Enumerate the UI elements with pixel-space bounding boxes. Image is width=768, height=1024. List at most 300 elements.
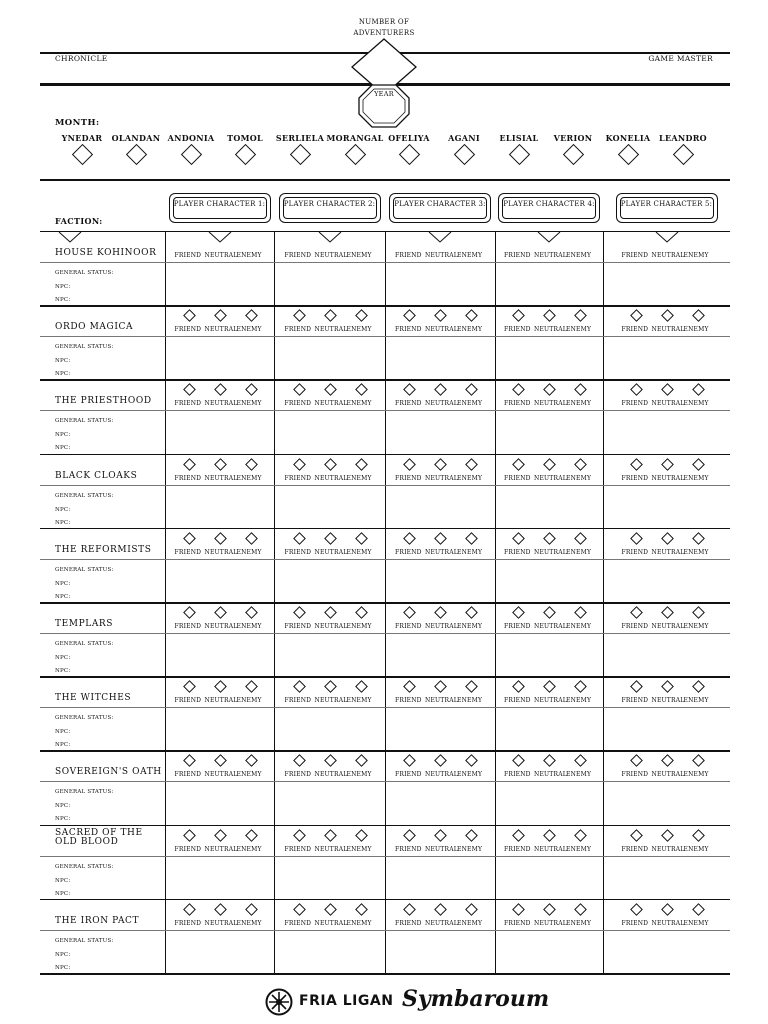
faction-subrule xyxy=(40,262,730,263)
standing-checkbox[interactable] xyxy=(574,309,587,322)
standing-checkbox[interactable] xyxy=(214,606,227,619)
standing-option-enemy: ENEMY xyxy=(683,919,709,927)
standing-checkbox[interactable] xyxy=(465,829,478,842)
standing-checkbox[interactable] xyxy=(512,309,525,322)
standing-checkbox[interactable] xyxy=(661,606,674,619)
month-checkbox[interactable] xyxy=(289,144,310,165)
standing-option-neutral: NEUTRAL xyxy=(204,623,238,630)
standing-checkbox[interactable] xyxy=(692,903,705,916)
standing-checkbox[interactable] xyxy=(183,903,196,916)
standing-option-neutral: NEUTRAL xyxy=(425,548,458,556)
npc-label: NPC: xyxy=(55,445,71,452)
standing-option-friend: FRIEND xyxy=(395,252,422,259)
standing-option-neutral: NEUTRAL xyxy=(425,623,458,630)
chevron-down-icon xyxy=(208,231,232,243)
standing-checkbox[interactable] xyxy=(355,532,368,545)
standing-option-neutral: NEUTRAL xyxy=(314,252,348,259)
standing-option-friend: FRIEND xyxy=(395,326,422,334)
standing-checkbox[interactable] xyxy=(434,532,447,545)
standing-option-enemy: ENEMY xyxy=(566,400,592,408)
standing-checkbox[interactable] xyxy=(434,309,447,322)
month-label-text: SERLIELA xyxy=(275,133,325,143)
standing-option-neutral: NEUTRAL xyxy=(425,474,458,482)
month-label-text: TOMOL xyxy=(227,133,263,143)
standing-option-neutral: NEUTRAL xyxy=(425,771,458,779)
standing-checkbox[interactable] xyxy=(574,606,587,619)
standing-option-neutral: NEUTRAL xyxy=(534,400,567,408)
standing-checkbox[interactable] xyxy=(692,680,705,693)
standing-checkbox[interactable] xyxy=(692,384,705,397)
standing-option-friend: FRIEND xyxy=(621,400,649,408)
standing-checkbox[interactable] xyxy=(692,829,705,842)
standing-checkbox[interactable] xyxy=(630,384,643,397)
standing-checkbox[interactable] xyxy=(355,384,368,397)
standing-checkbox[interactable] xyxy=(543,606,556,619)
standing-checkbox[interactable] xyxy=(245,680,258,693)
standing-checkbox[interactable] xyxy=(245,903,258,916)
standing-option-friend: FRIEND xyxy=(284,326,312,334)
standing-checkbox[interactable] xyxy=(324,829,337,842)
standing-checkbox[interactable] xyxy=(183,458,196,471)
chevron-down-icon xyxy=(58,231,82,243)
standing-option-neutral: NEUTRAL xyxy=(204,400,238,408)
standing-checkbox[interactable] xyxy=(293,829,306,842)
standing-checkbox[interactable] xyxy=(574,384,587,397)
standing-option-neutral: NEUTRAL xyxy=(204,845,238,853)
standing-checkbox[interactable] xyxy=(661,829,674,842)
faction-name: SOVEREIGN'S OATH xyxy=(55,767,162,778)
standing-checkbox[interactable] xyxy=(574,903,587,916)
standing-option-friend: FRIEND xyxy=(621,623,649,630)
faction-name: HOUSE KOHINOOR xyxy=(55,248,157,258)
standing-option-enemy: ENEMY xyxy=(683,400,709,408)
faction-subrule xyxy=(40,930,730,931)
standing-option-enemy: ENEMY xyxy=(683,252,709,259)
standing-checkbox[interactable] xyxy=(214,680,227,693)
column-divider xyxy=(165,231,166,973)
standing-checkbox[interactable] xyxy=(574,755,587,768)
standing-checkbox[interactable] xyxy=(630,532,643,545)
standing-option-friend: FRIEND xyxy=(504,252,531,259)
publisher-name: FRIA LIGAN xyxy=(299,993,394,1009)
standing-checkbox[interactable] xyxy=(465,309,478,322)
general-status-label: GENERAL STATUS: xyxy=(55,418,114,425)
general-status-label: GENERAL STATUS: xyxy=(55,863,114,870)
standing-checkbox[interactable] xyxy=(245,309,258,322)
standing-option-friend: FRIEND xyxy=(174,252,202,259)
standing-option-neutral: NEUTRAL xyxy=(314,548,348,556)
standing-option-neutral: NEUTRAL xyxy=(534,548,567,556)
column-divider xyxy=(495,231,496,973)
standing-option-neutral: NEUTRAL xyxy=(204,697,238,705)
standing-checkbox[interactable] xyxy=(465,458,478,471)
standing-option-enemy: ENEMY xyxy=(346,474,372,482)
standing-option-neutral: NEUTRAL xyxy=(651,400,685,408)
standing-option-neutral: NEUTRAL xyxy=(534,623,567,630)
standing-checkbox[interactable] xyxy=(512,458,525,471)
standing-checkbox[interactable] xyxy=(692,458,705,471)
npc-label: NPC: xyxy=(55,803,71,810)
standing-checkbox[interactable] xyxy=(403,532,416,545)
standing-checkbox[interactable] xyxy=(324,903,337,916)
standing-checkbox[interactable] xyxy=(293,755,306,768)
standing-option-neutral: NEUTRAL xyxy=(534,326,567,334)
standing-checkbox[interactable] xyxy=(574,458,587,471)
faction-subrule xyxy=(40,336,730,337)
standing-option-enemy: ENEMY xyxy=(236,326,262,334)
npc-label: NPC: xyxy=(55,519,71,526)
standing-option-friend: FRIEND xyxy=(504,474,531,482)
month-label-text: ANDONIA xyxy=(167,133,215,143)
standing-checkbox[interactable] xyxy=(661,755,674,768)
standing-option-friend: FRIEND xyxy=(284,919,312,927)
faction-name: TEMPLARS xyxy=(55,619,114,629)
month-checkbox[interactable] xyxy=(180,144,201,165)
player-character-label: PLAYER CHARACTER 1: xyxy=(173,197,267,219)
player-character-box[interactable] xyxy=(169,193,271,223)
faction-name-line1: SACRED OF THE xyxy=(55,827,143,838)
standing-checkbox[interactable] xyxy=(574,829,587,842)
standing-checkbox[interactable] xyxy=(661,309,674,322)
standing-option-friend: FRIEND xyxy=(174,919,202,927)
npc-label: NPC: xyxy=(55,964,71,971)
standing-checkbox[interactable] xyxy=(434,903,447,916)
standing-option-friend: FRIEND xyxy=(395,771,422,779)
standing-checkbox[interactable] xyxy=(293,606,306,619)
month-label: MONTH: xyxy=(55,118,100,128)
standing-option-friend: FRIEND xyxy=(174,400,202,408)
standing-checkbox[interactable] xyxy=(214,309,227,322)
standing-option-enemy: ENEMY xyxy=(566,623,592,630)
standing-checkbox[interactable] xyxy=(512,755,525,768)
standing-checkbox[interactable] xyxy=(512,680,525,693)
standing-checkbox[interactable] xyxy=(661,384,674,397)
standing-checkbox[interactable] xyxy=(355,458,368,471)
standing-option-friend: FRIEND xyxy=(284,474,312,482)
standing-option-enemy: ENEMY xyxy=(346,623,372,630)
standing-checkbox[interactable] xyxy=(324,309,337,322)
standing-option-neutral: NEUTRAL xyxy=(651,771,685,779)
standing-option-neutral: NEUTRAL xyxy=(314,845,348,853)
standing-checkbox[interactable] xyxy=(465,606,478,619)
standing-option-neutral: NEUTRAL xyxy=(425,697,458,705)
standing-checkbox[interactable] xyxy=(692,606,705,619)
adventurers-label-line1: NUMBER OF xyxy=(358,18,410,26)
standing-option-friend: FRIEND xyxy=(174,474,202,482)
standing-checkbox[interactable] xyxy=(543,458,556,471)
standing-checkbox[interactable] xyxy=(214,532,227,545)
standing-checkbox[interactable] xyxy=(403,829,416,842)
standing-checkbox[interactable] xyxy=(465,903,478,916)
standing-checkbox[interactable] xyxy=(245,532,258,545)
standing-option-neutral: NEUTRAL xyxy=(204,252,238,259)
standing-option-enemy: ENEMY xyxy=(457,623,483,630)
standing-option-friend: FRIEND xyxy=(395,845,422,853)
npc-label: NPC: xyxy=(55,506,71,513)
standing-checkbox[interactable] xyxy=(403,384,416,397)
standing-checkbox[interactable] xyxy=(543,680,556,693)
standing-checkbox[interactable] xyxy=(293,680,306,693)
year-label: YEAR xyxy=(374,90,394,98)
standing-option-neutral: NEUTRAL xyxy=(425,252,458,259)
standing-option-enemy: ENEMY xyxy=(236,845,262,853)
standing-option-friend: FRIEND xyxy=(284,548,312,556)
standing-checkbox[interactable] xyxy=(692,755,705,768)
standing-checkbox[interactable] xyxy=(465,755,478,768)
faction-name: BLACK CLOAKS xyxy=(55,470,138,481)
standing-option-enemy: ENEMY xyxy=(236,400,262,408)
standing-checkbox[interactable] xyxy=(543,829,556,842)
faction-subrule xyxy=(40,707,730,708)
standing-checkbox[interactable] xyxy=(630,829,643,842)
standing-checkbox[interactable] xyxy=(630,309,643,322)
standing-option-neutral: NEUTRAL xyxy=(651,326,685,334)
standing-checkbox[interactable] xyxy=(465,680,478,693)
standing-checkbox[interactable] xyxy=(403,458,416,471)
standing-checkbox[interactable] xyxy=(543,532,556,545)
standing-checkbox[interactable] xyxy=(355,309,368,322)
standing-option-neutral: NEUTRAL xyxy=(425,919,458,927)
standing-checkbox[interactable] xyxy=(214,384,227,397)
standing-checkbox[interactable] xyxy=(183,829,196,842)
faction-label: FACTION: xyxy=(55,216,103,226)
standing-option-neutral: NEUTRAL xyxy=(314,623,348,630)
month-checkbox[interactable] xyxy=(453,144,474,165)
chevron-down-icon xyxy=(655,231,679,243)
npc-label: NPC: xyxy=(55,371,71,378)
player-character-label: PLAYER CHARACTER 5: xyxy=(620,197,714,219)
month-checkbox[interactable] xyxy=(344,144,365,165)
standing-checkbox[interactable] xyxy=(324,458,337,471)
standing-option-friend: FRIEND xyxy=(621,252,649,259)
month-label-text: VERION xyxy=(553,133,593,143)
standing-option-neutral: NEUTRAL xyxy=(534,919,567,927)
standing-checkbox[interactable] xyxy=(574,532,587,545)
month-label-text: KONELIA xyxy=(605,133,651,143)
standing-option-enemy: ENEMY xyxy=(683,771,709,779)
standing-checkbox[interactable] xyxy=(214,829,227,842)
standing-checkbox[interactable] xyxy=(465,532,478,545)
standing-option-enemy: ENEMY xyxy=(236,771,262,779)
standing-checkbox[interactable] xyxy=(630,680,643,693)
player-character-box[interactable] xyxy=(279,193,381,223)
standing-checkbox[interactable] xyxy=(434,606,447,619)
standing-checkbox[interactable] xyxy=(543,384,556,397)
standing-option-neutral: NEUTRAL xyxy=(651,697,685,705)
standing-option-friend: FRIEND xyxy=(395,623,422,630)
standing-option-enemy: ENEMY xyxy=(457,919,483,927)
standing-option-friend: FRIEND xyxy=(174,548,202,556)
standing-checkbox[interactable] xyxy=(183,606,196,619)
npc-label: NPC: xyxy=(55,284,71,290)
standing-checkbox[interactable] xyxy=(183,755,196,768)
standing-option-friend: FRIEND xyxy=(284,400,312,408)
standing-checkbox[interactable] xyxy=(355,680,368,693)
standing-option-friend: FRIEND xyxy=(504,326,531,334)
standing-checkbox[interactable] xyxy=(355,606,368,619)
standing-checkbox[interactable] xyxy=(434,458,447,471)
adventurers-label-line2: ADVENTURERS xyxy=(353,29,415,37)
standing-checkbox[interactable] xyxy=(661,458,674,471)
standing-checkbox[interactable] xyxy=(245,755,258,768)
month-checkbox[interactable] xyxy=(398,144,419,165)
faction-row-rule xyxy=(40,973,730,975)
standing-checkbox[interactable] xyxy=(183,309,196,322)
player-character-box[interactable] xyxy=(389,193,491,223)
standing-option-enemy: ENEMY xyxy=(683,474,709,482)
footer-logos xyxy=(265,986,550,1018)
month-label-text: MORANGAL xyxy=(326,133,384,143)
standing-checkbox[interactable] xyxy=(245,458,258,471)
standing-option-enemy: ENEMY xyxy=(683,845,709,853)
player-character-box[interactable] xyxy=(616,193,718,223)
column-divider xyxy=(385,231,386,973)
standing-option-friend: FRIEND xyxy=(395,548,422,556)
standing-option-neutral: NEUTRAL xyxy=(314,400,348,408)
standing-option-enemy: ENEMY xyxy=(236,548,262,556)
standing-checkbox[interactable] xyxy=(324,532,337,545)
standing-option-friend: FRIEND xyxy=(504,919,531,927)
standing-checkbox[interactable] xyxy=(512,903,525,916)
standing-checkbox[interactable] xyxy=(183,384,196,397)
standing-checkbox[interactable] xyxy=(355,903,368,916)
standing-checkbox[interactable] xyxy=(512,532,525,545)
month-label-text: LEANDRO xyxy=(659,133,707,143)
standing-option-friend: FRIEND xyxy=(504,697,531,705)
standing-option-friend: FRIEND xyxy=(395,697,422,705)
standing-checkbox[interactable] xyxy=(661,532,674,545)
standing-option-friend: FRIEND xyxy=(174,697,202,705)
standing-checkbox[interactable] xyxy=(245,384,258,397)
standing-checkbox[interactable] xyxy=(434,384,447,397)
standing-checkbox[interactable] xyxy=(543,755,556,768)
month-checkbox[interactable] xyxy=(71,144,92,165)
standing-checkbox[interactable] xyxy=(403,680,416,693)
standing-checkbox[interactable] xyxy=(293,384,306,397)
standing-option-friend: FRIEND xyxy=(621,919,649,927)
standing-checkbox[interactable] xyxy=(355,755,368,768)
standing-option-neutral: NEUTRAL xyxy=(651,474,685,482)
faction-subrule xyxy=(40,559,730,560)
standing-checkbox[interactable] xyxy=(512,606,525,619)
standing-checkbox[interactable] xyxy=(543,309,556,322)
month-label-text: OLANDAN xyxy=(111,133,161,143)
standing-option-enemy: ENEMY xyxy=(566,548,592,556)
standing-checkbox[interactable] xyxy=(543,903,556,916)
standing-checkbox[interactable] xyxy=(403,903,416,916)
standing-checkbox[interactable] xyxy=(293,903,306,916)
column-divider xyxy=(603,231,604,973)
standing-option-enemy: ENEMY xyxy=(236,697,262,705)
standing-checkbox[interactable] xyxy=(692,309,705,322)
month-checkbox[interactable] xyxy=(562,144,583,165)
standing-checkbox[interactable] xyxy=(512,384,525,397)
standing-checkbox[interactable] xyxy=(324,384,337,397)
npc-label: NPC: xyxy=(55,580,71,587)
standing-option-enemy: ENEMY xyxy=(566,474,592,482)
standing-checkbox[interactable] xyxy=(293,458,306,471)
standing-checkbox[interactable] xyxy=(214,903,227,916)
general-status-label: GENERAL STATUS: xyxy=(55,937,114,944)
standing-checkbox[interactable] xyxy=(434,680,447,693)
player-character-box[interactable] xyxy=(498,193,600,223)
standing-option-neutral: NEUTRAL xyxy=(425,400,458,408)
month-checkbox[interactable] xyxy=(234,144,255,165)
standing-checkbox[interactable] xyxy=(355,829,368,842)
general-status-label: GENERAL STATUS: xyxy=(55,641,114,647)
standing-checkbox[interactable] xyxy=(183,680,196,693)
standing-checkbox[interactable] xyxy=(574,680,587,693)
standing-checkbox[interactable] xyxy=(661,903,674,916)
standing-checkbox[interactable] xyxy=(324,755,337,768)
fria-ligan-emblem-icon xyxy=(265,988,293,1016)
month-checkbox[interactable] xyxy=(508,144,529,165)
faction-name: THE PRIESTHOOD xyxy=(55,396,152,407)
standing-checkbox[interactable] xyxy=(324,606,337,619)
standing-option-friend: FRIEND xyxy=(621,548,649,556)
standing-checkbox[interactable] xyxy=(245,606,258,619)
standing-option-friend: FRIEND xyxy=(504,845,531,853)
standing-option-neutral: NEUTRAL xyxy=(534,474,567,482)
standing-checkbox[interactable] xyxy=(403,309,416,322)
standing-option-enemy: ENEMY xyxy=(457,697,483,705)
month-checkbox[interactable] xyxy=(672,144,693,165)
standing-option-enemy: ENEMY xyxy=(566,845,592,853)
standing-checkbox[interactable] xyxy=(512,829,525,842)
standing-checkbox[interactable] xyxy=(183,532,196,545)
standing-option-neutral: NEUTRAL xyxy=(314,771,348,779)
standing-option-friend: FRIEND xyxy=(504,400,531,408)
standing-option-neutral: NEUTRAL xyxy=(204,474,238,482)
standing-checkbox[interactable] xyxy=(403,755,416,768)
standing-checkbox[interactable] xyxy=(434,829,447,842)
standing-option-neutral: NEUTRAL xyxy=(651,252,685,259)
standing-checkbox[interactable] xyxy=(692,532,705,545)
standing-checkbox[interactable] xyxy=(630,755,643,768)
standing-checkbox[interactable] xyxy=(293,309,306,322)
standing-option-friend: FRIEND xyxy=(395,474,422,482)
standing-option-enemy: ENEMY xyxy=(457,771,483,779)
standing-checkbox[interactable] xyxy=(214,755,227,768)
standing-option-friend: FRIEND xyxy=(504,623,531,630)
month-checkbox[interactable] xyxy=(125,144,146,165)
faction-subrule xyxy=(40,781,730,782)
standing-option-enemy: ENEMY xyxy=(566,252,592,259)
standing-checkbox[interactable] xyxy=(403,606,416,619)
standing-option-neutral: NEUTRAL xyxy=(204,919,238,927)
standing-checkbox[interactable] xyxy=(630,458,643,471)
standing-option-enemy: ENEMY xyxy=(236,623,262,630)
month-checkbox[interactable] xyxy=(617,144,638,165)
standing-checkbox[interactable] xyxy=(245,829,258,842)
npc-label: NPC: xyxy=(55,729,71,736)
standing-checkbox[interactable] xyxy=(630,606,643,619)
standing-checkbox[interactable] xyxy=(293,532,306,545)
game-logo: Symbaroum xyxy=(402,986,550,1012)
standing-option-enemy: ENEMY xyxy=(457,400,483,408)
standing-checkbox[interactable] xyxy=(214,458,227,471)
standing-checkbox[interactable] xyxy=(324,680,337,693)
npc-label: NPC: xyxy=(55,593,71,600)
standing-checkbox[interactable] xyxy=(630,903,643,916)
standing-checkbox[interactable] xyxy=(661,680,674,693)
standing-checkbox[interactable] xyxy=(465,384,478,397)
standing-checkbox[interactable] xyxy=(434,755,447,768)
general-status-label: GENERAL STATUS: xyxy=(55,344,114,351)
standing-option-enemy: ENEMY xyxy=(683,548,709,556)
standing-option-enemy: ENEMY xyxy=(346,326,372,334)
standing-option-friend: FRIEND xyxy=(284,252,312,259)
